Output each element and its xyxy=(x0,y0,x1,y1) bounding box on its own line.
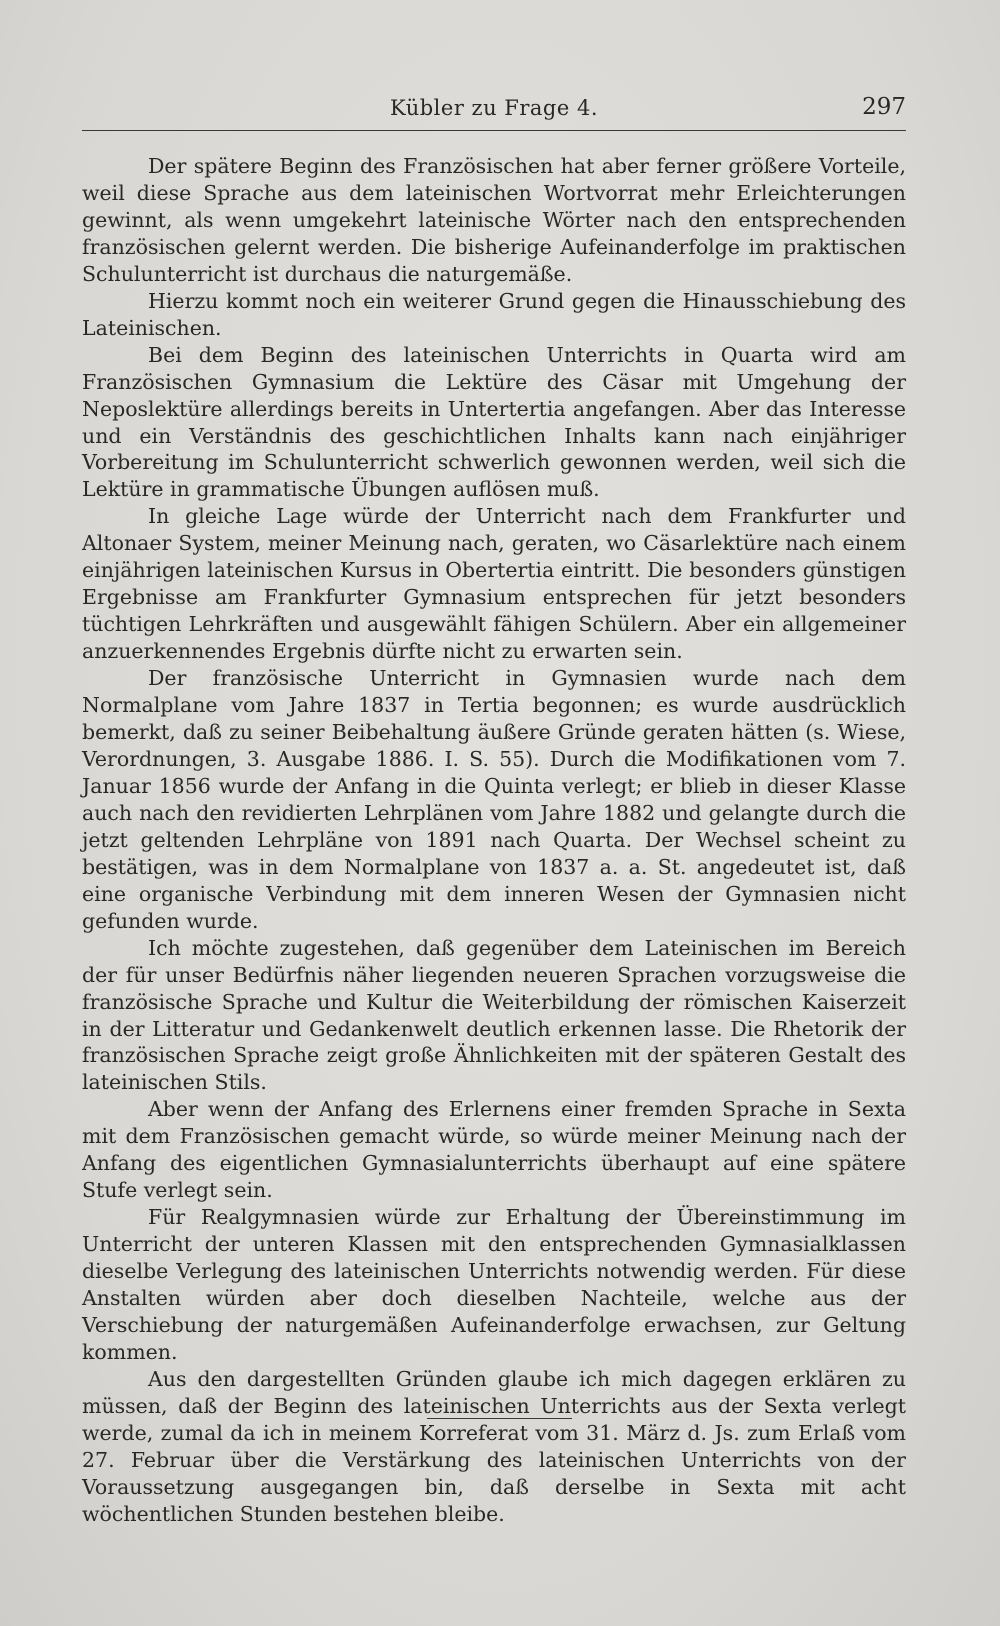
running-head: Kübler zu Frage 4. xyxy=(389,96,599,120)
paragraph: Hierzu kommt noch ein weiterer Grund gegen die Hinausschiebung des Lateinischen. xyxy=(82,288,906,340)
page-number: 297 xyxy=(862,94,906,120)
paragraph: Für Realgymnasien würde zur Erhaltung der Übereinstimmung im Unterricht der unteren Klassen mit den entsprechenden Gymnasialklassen dieselbe Verlegung des lateinischen Unterrichts notwendig werden. Für diese Anstalten würden aber doch dieselben Nachteile, welche aus der Verschiebung der naturgemäßen Aufeinanderfolge erwachsen, zur Geltung kommen. xyxy=(82,1205,906,1364)
paragraph: Aber wenn der Anfang des Erlernens einer fremden Sprache in Sexta mit dem Französischen gemacht würde, so würde meiner Meinung nach der Anfang des eigentlichen Gymnasialunterrichts überhaupt auf eine spätere Stufe verlegt sein. xyxy=(82,1097,906,1203)
paragraph: Der spätere Beginn des Französischen hat aber ferner größere Vorteile, weil diese Sprache aus dem lateinischen Wortvorrat mehr Erleichterungen gewinnt, als wenn umgekehrt lateinische Wörter nach den entsprechenden französischen gelernt werden. Die bisherige Aufeinanderfolge im praktischen Schulunterricht ist durchaus die naturgemäße. xyxy=(82,154,906,286)
paragraph: Bei dem Beginn des lateinischen Unterrichts in Quarta wird am Französischen Gymnasium die Lektüre des Cäsar mit Umgehung der Neposlektüre allerdings bereits in Untertertia angefangen. Aber das Interesse und ein Verständnis des geschichtlichen Inhalts kann nach einjähriger Vorbereitung im Schulunterricht schwerlich gewonnen werden, weil sich die Lektüre in grammatische Übungen auflösen muß. xyxy=(82,342,906,502)
body-text xyxy=(82,153,906,1528)
paragraph: Der französische Unterricht in Gymnasien wurde nach dem Normalplane vom Jahre 1837 in Tertia begonnen; es wurde ausdrücklich bemerkt, daß zu seiner Beibehaltung äußere Gründe geraten hätten (s. Wiese, Verordnungen, 3. Ausgabe 1886. I. S. 55). Durch die Modifikationen vom 7. Januar 1856 wurde der Anfang in die Quinta verlegt; er blieb in dieser Klasse auch nach den revidierten Lehrplänen vom Jahre 1882 und gelangte durch die jetzt geltenden Lehrpläne von 1891 nach Quarta. Der Wechsel scheint zu bestätigen, was in dem Normalplane von 1837 a. a. St. angedeutet ist, daß eine organische Verbindung mit dem inneren Wesen der Gymnasien nicht gefunden wurde. xyxy=(82,666,906,933)
paragraph: Aus den dargestellten Gründen glaube ich mich dagegen erklären zu müssen, daß der Beginn des lateinischen Unterrichts aus der Sexta verlegt werde, zumal da ich in meinem Korreferat vom 31. März d. Js. zum Erlaß vom 27. Februar über die Verstärkung des lateinischen Unterrichts von der Voraussetzung ausgegangen bin, daß derselbe in Sexta mit acht wöchentlichen Stunden bestehen bleibe. xyxy=(82,1366,906,1526)
paragraph: Ich möchte zugestehen, daß gegenüber dem Lateinischen im Bereich der für unser Bedürfnis näher liegenden neueren Sprachen vorzugsweise die französische Sprache und Kultur die Weiterbildung der römischen Kaiserzeit in der Litteratur und Gedankenwelt deutlich erkennen lasse. Die Rhetorik der französischen Sprache zeigt große Ähnlichkeiten mit der späteren Gestalt des lateinischen Stils. xyxy=(82,935,906,1095)
page-header xyxy=(82,92,906,131)
closing-rule xyxy=(427,1418,572,1419)
paragraph: In gleiche Lage würde der Unterricht nach dem Frankfurter und Altonaer System, meiner Meinung nach, geraten, wo Cäsarlektüre nach einem einjährigen lateinischen Kursus in Obertertia eintritt. Die besonders günstigen Ergebnisse am Frankfurter Gymnasium entsprechen für jetzt besonders tüchtigen Lehrkräften und ausgewählt fähigen Schülern. Aber ein allgemeiner anzuerkennendes Ergebnis dürfte nicht zu erwarten sein. xyxy=(82,504,906,664)
